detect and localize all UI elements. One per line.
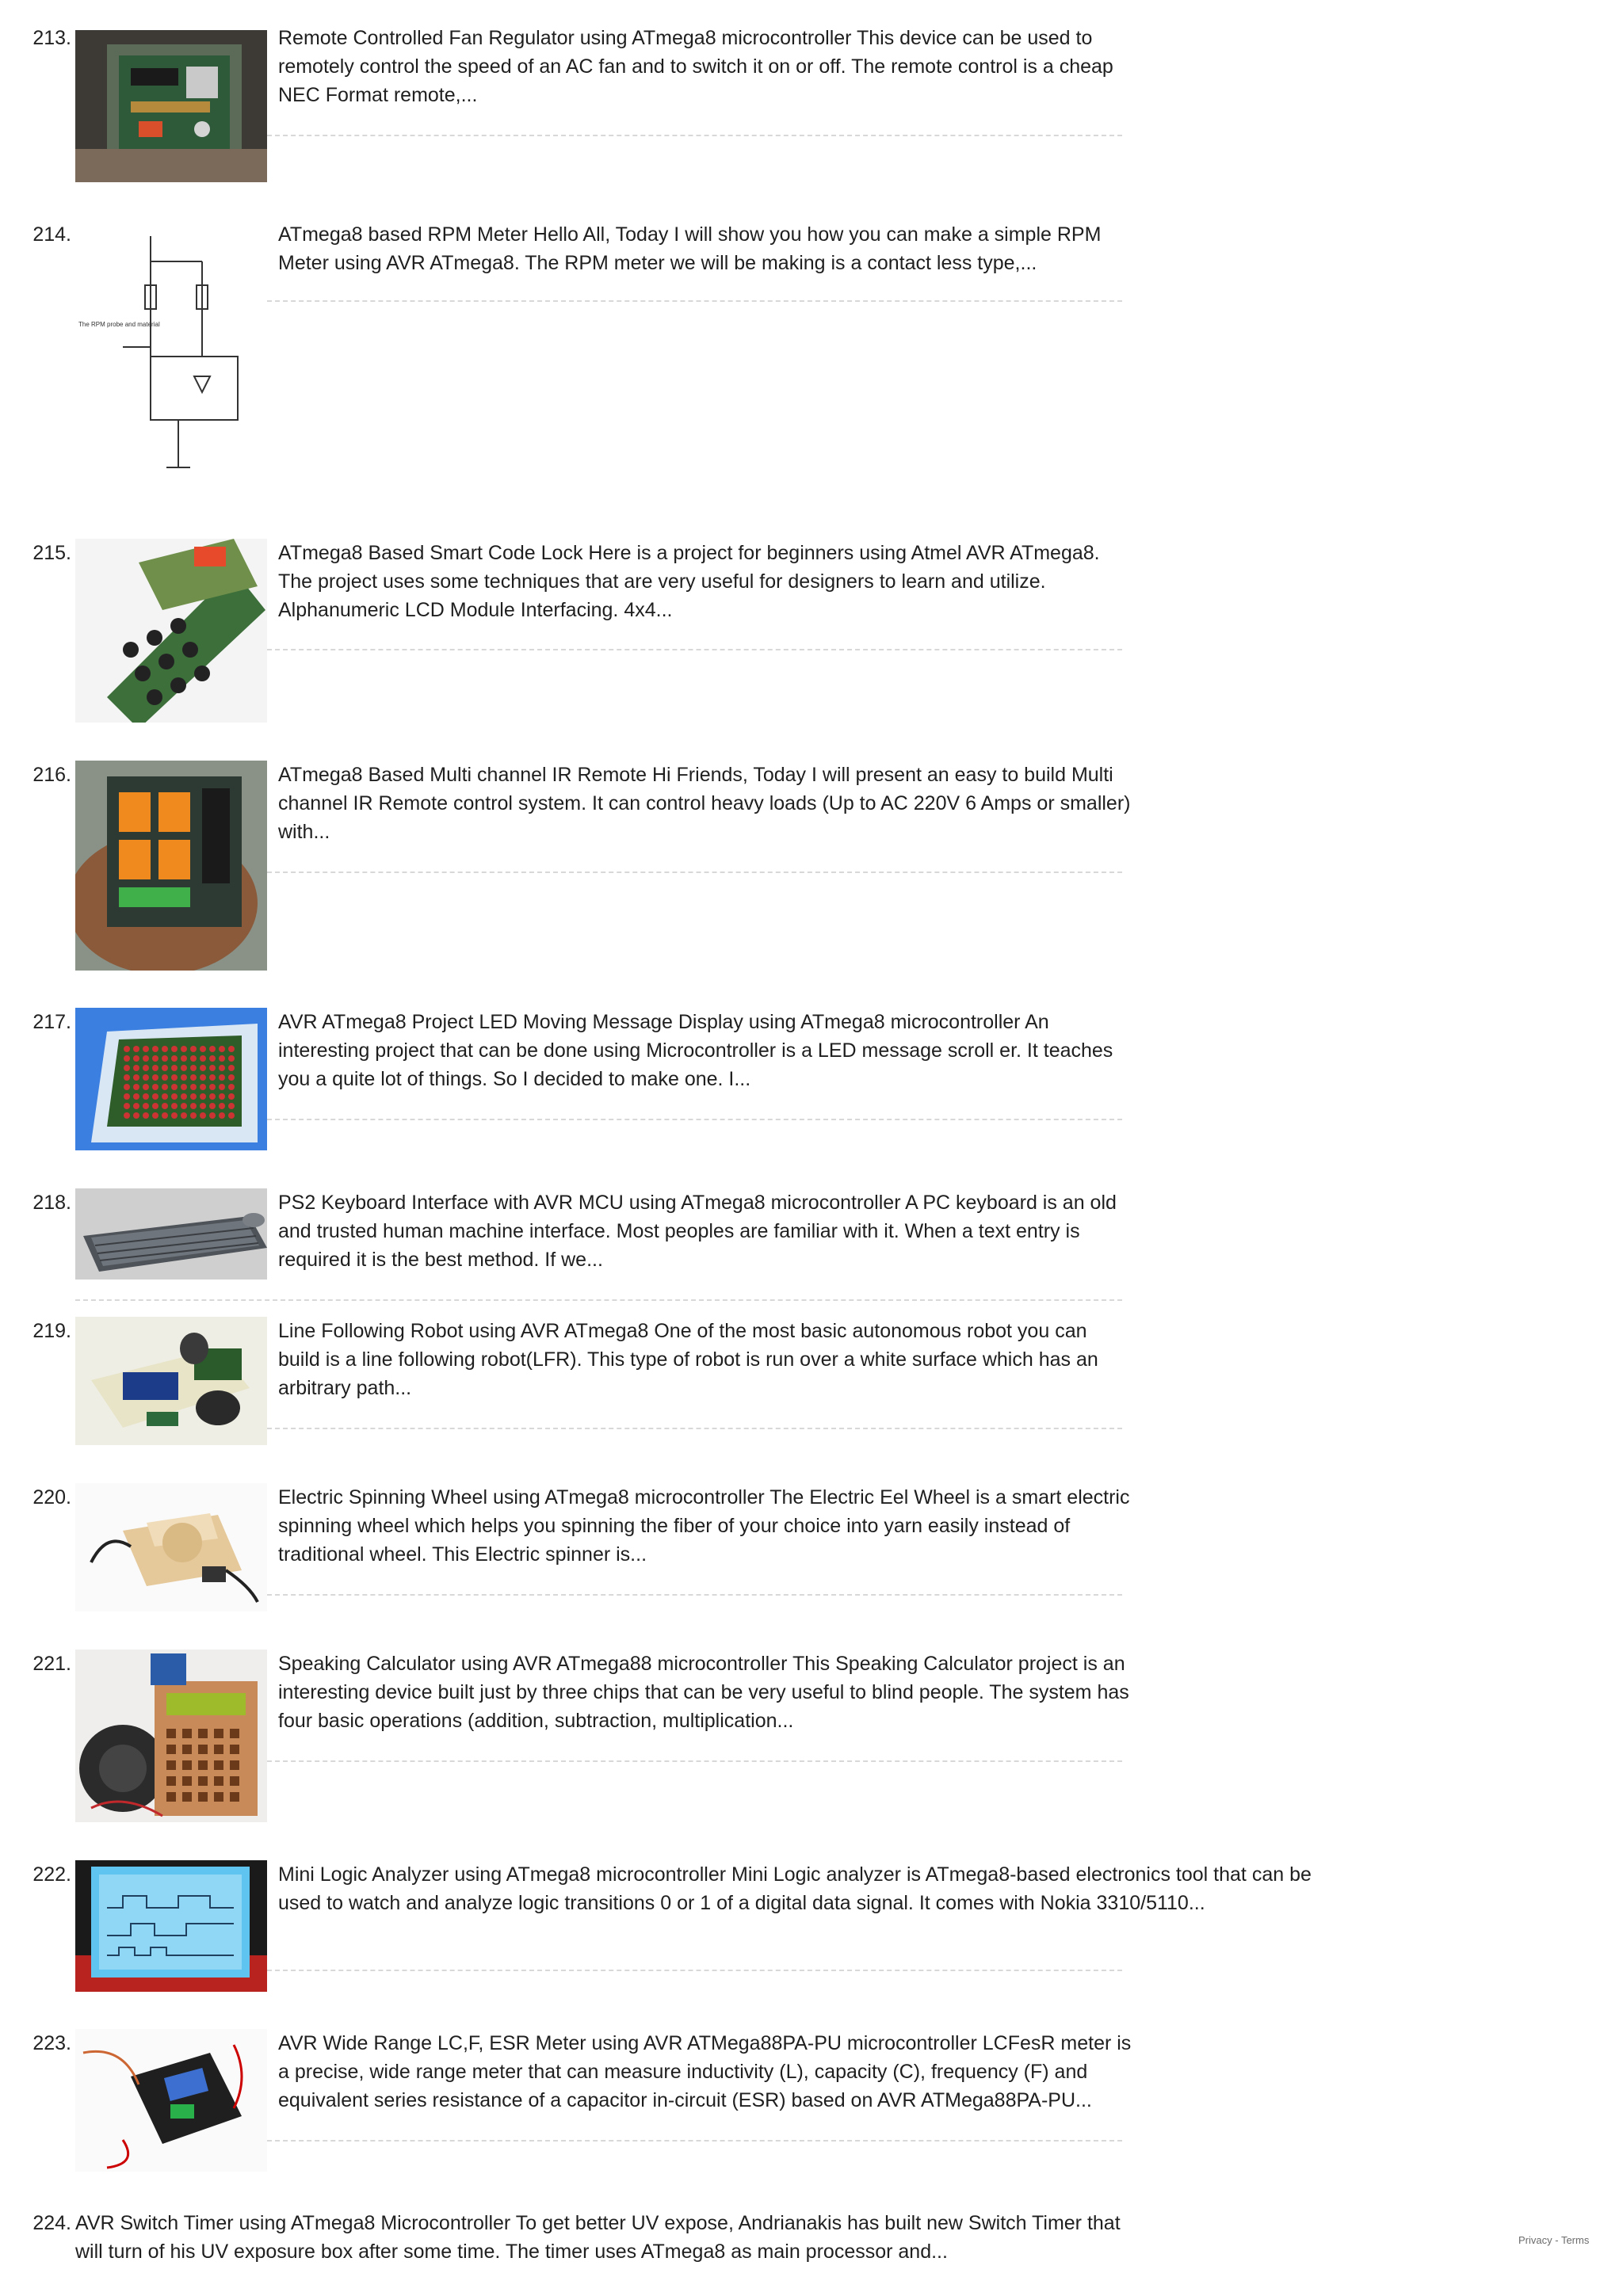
footer-separator: - — [1552, 2234, 1561, 2246]
item-number: 224. — [32, 2212, 71, 2234]
terms-link[interactable]: Terms — [1560, 2234, 1590, 2246]
item-description[interactable]: Electric Spinning Wheel using ATmega8 microcontroller The Electric Eel Wheel is a smart electric spinning wheel which helps you spinning the fiber of your choice into yarn easily instead of traditional wheel. This Electric spinner is... — [278, 1486, 1130, 1566]
item-description[interactable]: Remote Controlled Fan Regulator using ATmega8 microcontroller This device can be used to remotely control the speed of an AC fan and to switch it on or off. The remote control is a cheap NEC Format remote,... — [278, 27, 1113, 106]
recaptcha-footer — [1518, 2234, 1589, 2246]
item-description[interactable]: ATmega8 Based Multi channel IR Remote Hi Friends, Today I will present an easy to build Multi channel IR Remote control system. It can control heavy loads (Up to AC 220V 6 Amps or smaller) with... — [278, 764, 1131, 843]
item-divider — [267, 300, 1122, 302]
thumbnail-logic-analyzer[interactable] — [75, 1860, 267, 1992]
item-description[interactable]: AVR Wide Range LC,F, ESR Meter using AVR ATMega88PA-PU microcontroller LCFesR meter is a precise, wide range meter that can measure inductivity (L), capacity (C), frequency (F) and equivalent series resistance of a capacitor in-circuit (ESR) based on AVR ATMega88PA-PU... — [278, 2032, 1132, 2111]
item-number: 222. — [32, 1863, 71, 1886]
item-description[interactable]: ATmega8 based RPM Meter Hello All, Today I will show you how you can make a simple RPM Meter using AVR ATmega8. The RPM meter we will be making is a contact less type,... — [278, 223, 1102, 274]
item-number: 213. — [32, 27, 71, 49]
item-divider — [75, 1299, 1122, 1301]
item-divider — [267, 1594, 1122, 1596]
thumbnail-ps2-keyboard[interactable] — [75, 1188, 267, 1280]
privacy-link[interactable]: Privacy — [1518, 2234, 1552, 2246]
thumbnail-fan-regulator[interactable] — [75, 30, 267, 182]
item-description[interactable]: Speaking Calculator using AVR ATmega88 microcontroller This Speaking Calculator project is an interesting device built just by three chips that can be very useful to blind people. The system has four basic operations (addition, subtraction, multiplication... — [278, 1653, 1129, 1732]
item-number: 214. — [32, 223, 71, 246]
item-description[interactable]: PS2 Keyboard Interface with AVR MCU using ATmega8 microcontroller A PC keyboard is an old and trusted human machine interface. Most peoples are familiar with it. When a text entry is required it is the best method. If we... — [278, 1192, 1117, 1271]
thumbnail-lc-esr-meter[interactable] — [75, 2029, 267, 2172]
item-number: 223. — [32, 2032, 71, 2054]
item-number: 216. — [32, 764, 71, 786]
item-divider — [267, 1760, 1122, 1762]
item-description[interactable]: AVR Switch Timer using ATmega8 Microcontroller To get better UV expose, Andrianakis has built new Switch Timer that will turn of his UV exposure box after some time. The timer uses ATmega8 as main processor and... — [75, 2212, 1121, 2263]
item-divider — [267, 1428, 1122, 1429]
item-divider — [267, 2140, 1122, 2142]
item-description[interactable]: AVR ATmega8 Project LED Moving Message Display using ATmega8 microcontroller An interesting project that can be done using Microcontroller is a LED message scroll er. It teaches you a quite lot of things. So I decided to make one. I... — [278, 1011, 1113, 1090]
item-number: 219. — [32, 1320, 71, 1342]
item-divider — [267, 649, 1122, 650]
item-description[interactable]: Line Following Robot using AVR ATmega8 One of the most basic autonomous robot you can build is a line following robot(LFR). This type of robot is run over a white surface which has an arbitrary path... — [278, 1320, 1098, 1399]
item-number: 221. — [32, 1653, 71, 1675]
thumbnail-rpm-schematic[interactable] — [75, 230, 267, 482]
item-number: 217. — [32, 1011, 71, 1033]
item-number: 218. — [32, 1192, 71, 1214]
thumbnail-speaking-calculator[interactable] — [75, 1650, 267, 1822]
item-number: 215. — [32, 542, 71, 564]
item-number: 220. — [32, 1486, 71, 1508]
item-divider — [267, 1119, 1122, 1120]
item-divider — [267, 135, 1122, 136]
item-divider — [267, 1970, 1122, 1971]
item-divider — [267, 871, 1122, 873]
thumbnail-line-robot[interactable] — [75, 1317, 267, 1445]
thumbnail-ir-remote[interactable] — [75, 761, 267, 971]
item-description[interactable]: Mini Logic Analyzer using ATmega8 microcontroller Mini Logic analyzer is ATmega8-based electronics tool that can be used to watch and analyze logic transitions 0 or 1 of a digital data signal. It comes with Nokia 3310/5110... — [278, 1863, 1312, 1914]
thumbnail-spinning-wheel[interactable] — [75, 1483, 267, 1611]
thumbnail-led-display[interactable] — [75, 1008, 267, 1150]
schematic-caption: The RPM probe and material — [78, 321, 160, 328]
thumbnail-code-lock[interactable] — [75, 539, 267, 723]
item-description[interactable]: ATmega8 Based Smart Code Lock Here is a project for beginners using Atmel AVR ATmega8. The project uses some techniques that are very useful for designers to learn and utilize. Alphanumeric LCD Module Interfacing. 4x4... — [278, 542, 1100, 621]
